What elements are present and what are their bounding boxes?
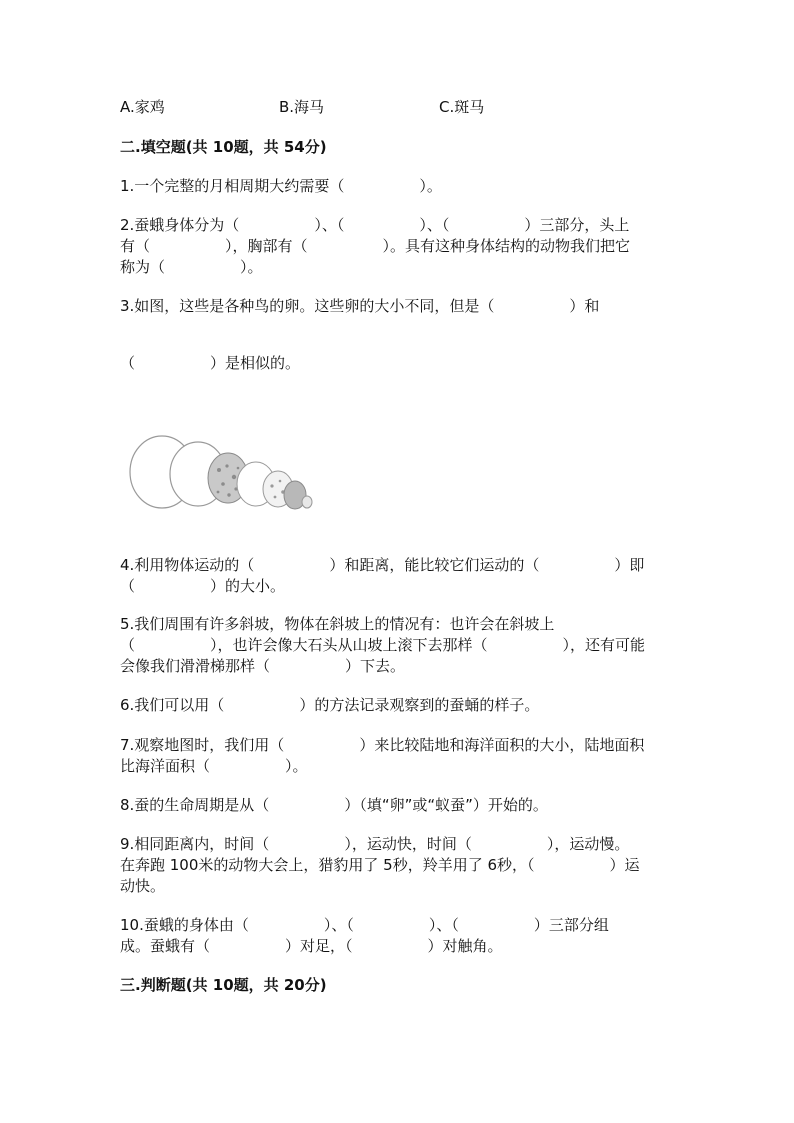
question-9-line-2: 在奔跑 100米的动物大会上，猎豹用了 5秒，羚羊用了 6秒，（ ）运	[120, 856, 640, 874]
question-8-line-1: 8.蚕的生命周期是从（ ）（填“卵”或“蚁蚕”）开始的。	[120, 796, 548, 814]
question-3-line-2: （ ）是相似的。	[120, 354, 301, 372]
question-10-line-1: 10.蚕蛾的身体由（ ）、（ ）、（ ）三部分组	[120, 916, 609, 934]
question-4-line-1: 4.利用物体运动的（ ）和距离，能比较它们运动的（ ）即	[120, 556, 645, 574]
question-5-line-1: 5.我们周围有许多斜坡，物体在斜坡上的情况有：也许会在斜坡上	[120, 615, 555, 633]
question-7-line-1: 7.观察地图时，我们用（ ）来比较陆地和海洋面积的大小，陆地面积	[120, 736, 645, 754]
question-3-line-1: 3.如图，这些是各种鸟的卵。这些卵的大小不同，但是（ ）和	[120, 297, 600, 315]
question-9-line-3: 动快。	[120, 877, 166, 895]
question-7-line-2: 比海洋面积（ ）。	[120, 757, 308, 775]
option-b: B.海马	[279, 98, 325, 116]
question-6-line-1: 6.我们可以用（ ）的方法记录观察到的蚕蛹的样子。	[120, 696, 540, 714]
option-c: C.斑马	[439, 98, 485, 116]
question-1-line-1: 1.一个完整的月相周期大约需要（ ）。	[120, 177, 442, 195]
section-3-heading: 三.判断题(共 10题，共 20分)	[120, 976, 327, 994]
question-4-line-2: （ ）的大小。	[120, 577, 286, 595]
option-a: A.家鸡	[120, 98, 165, 116]
question-10-line-2: 成。蚕蛾有（ ）对足，（ ）对触角。	[120, 937, 503, 955]
question-9-line-1: 9.相同距离内，时间（ ），运动快，时间（ ），运动慢。	[120, 835, 630, 853]
question-2-line-1: 2.蚕蛾身体分为（ ）、（ ）、（ ）三部分，头上	[120, 216, 630, 234]
bird-eggs-image	[126, 432, 322, 514]
question-5-line-2: （ ），也许会像大石头从山坡上滚下去那样（ ），还有可能	[120, 636, 646, 654]
question-2-line-3: 称为（ ）。	[120, 258, 263, 276]
question-2-line-2: 有（ ），胸部有（ ）。具有这种身体结构的动物我们把它	[120, 237, 631, 255]
section-2-heading: 二.填空题(共 10题，共 54分)	[120, 138, 327, 156]
question-5-line-3: 会像我们滑滑梯那样（ ）下去。	[120, 657, 406, 675]
